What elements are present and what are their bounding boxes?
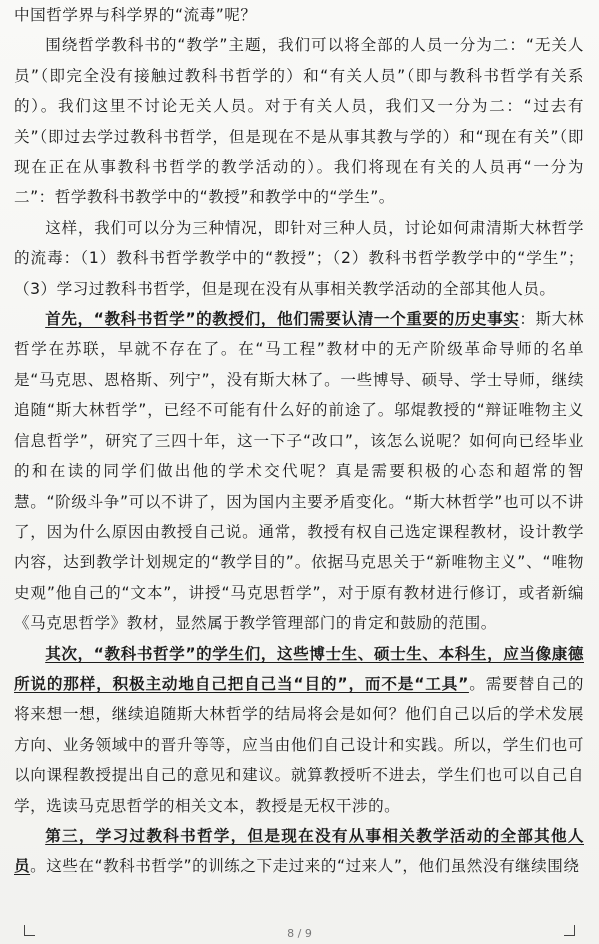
paragraph-2: 这样，我们可以分为三种情况，即针对三种人员，讨论如何肃清斯大林哲学的流毒：（1）教科书哲学教学中的“教授”；（2）教科书哲学教学中的“学生”；（3）学习过教科书哲学，但是现在没有从事相关教学活动的全部其他人员。 bbox=[14, 218, 584, 298]
paragraph-3 bbox=[14, 304, 584, 638]
paragraph-5 bbox=[14, 821, 584, 882]
paragraph-1: 围绕哲学教科书的“教学”主题，我们可以将全部的人员一分为二：“无关人员”（即完全没有接触过教科书哲学的）和“有关人员”（即与教科书哲学有关系的）。我们这里不讨论无关人员。对于有关人员，我们又一分为二：“过去有关”（即过去学过教科书哲学，但是现在不是从事其教与学的）和“现在有关”（即现在正在从事教科书哲学的教学活动的）。我们将现在有关的人员再“一分为二”：哲学教科书教学中的“教授”和教学中的“学生”。 bbox=[14, 36, 584, 207]
page-indicator: 8 / 9 bbox=[287, 927, 312, 940]
paragraph-continuation: 中国哲学界与科学界的“流毒”呢？ bbox=[14, 6, 257, 24]
paragraph-4-emphasis: 其次，“教科书哲学”的学生们，这些博士生、硕士生、本科生，应当像康德所说的那样，积极主动地自己把自己当“目的”，而不是“工具” bbox=[14, 644, 584, 693]
paragraph-3-emphasis: 首先，“教科书哲学”的教授们，他们需要认清一个重要的历史事实 bbox=[45, 310, 520, 329]
paragraph-3-text: ：斯大林哲学在苏联，早就不存在了。在“马工程”教材中的无产阶级革命导师的名单是“马克思、恩格斯、列宁”，没有斯大林了。一些博导、硕导、学士导师，继续追随“斯大林哲学”，已经不可能有什么好的前途了。邬焜教授的“辩证唯物主义信息哲学”，研究了三四十年，这一下子“改口”，该怎么说呢？如何向已经毕业的和在读的同学们做出他的学术交代呢？真是需要积极的心态和超常的智慧。“阶级斗争”可以不讲了，因为国内主要矛盾变化。“斯大林哲学”也可以不讲了，因为什么原因由教授自己说。通常，教授有权自己选定课程教材，设计教学内容，达到教学计划规定的“教学目的”。依据马克思关于“新唯物主义”、“唯物史观”他自己的“文本”，讲授“马克思哲学”，对于原有教材进行修订，或者新编《马克思哲学》教材，显然属于教学管理部门的肯定和鼓励的范围。 bbox=[14, 310, 584, 633]
paragraph-5-emphasis: 第三，学习过教科书哲学，但是现在没有从事相关教学活动的全部其他人员 bbox=[14, 826, 584, 876]
paragraph-4 bbox=[14, 639, 584, 821]
paragraph-5-text: 。这些在“教科书哲学”的训练之下走过来的“过来人”，他们虽然没有继续围绕 bbox=[30, 857, 580, 876]
document-body bbox=[14, 0, 584, 882]
paragraph-4-text: 。需要替自己的将来想一想，继续追随斯大林哲学的结局将会是如何？他们自己以后的学术发展方向、业务领域中的晋升等等，应当由他们自己设计和实践。所以，学生们也可以向课程教授提出自己的意见和建议。就算教授听不进去，学生们也可以自己自学，选读马克思哲学的相关文本，教授是无权干涉的。 bbox=[14, 674, 584, 815]
